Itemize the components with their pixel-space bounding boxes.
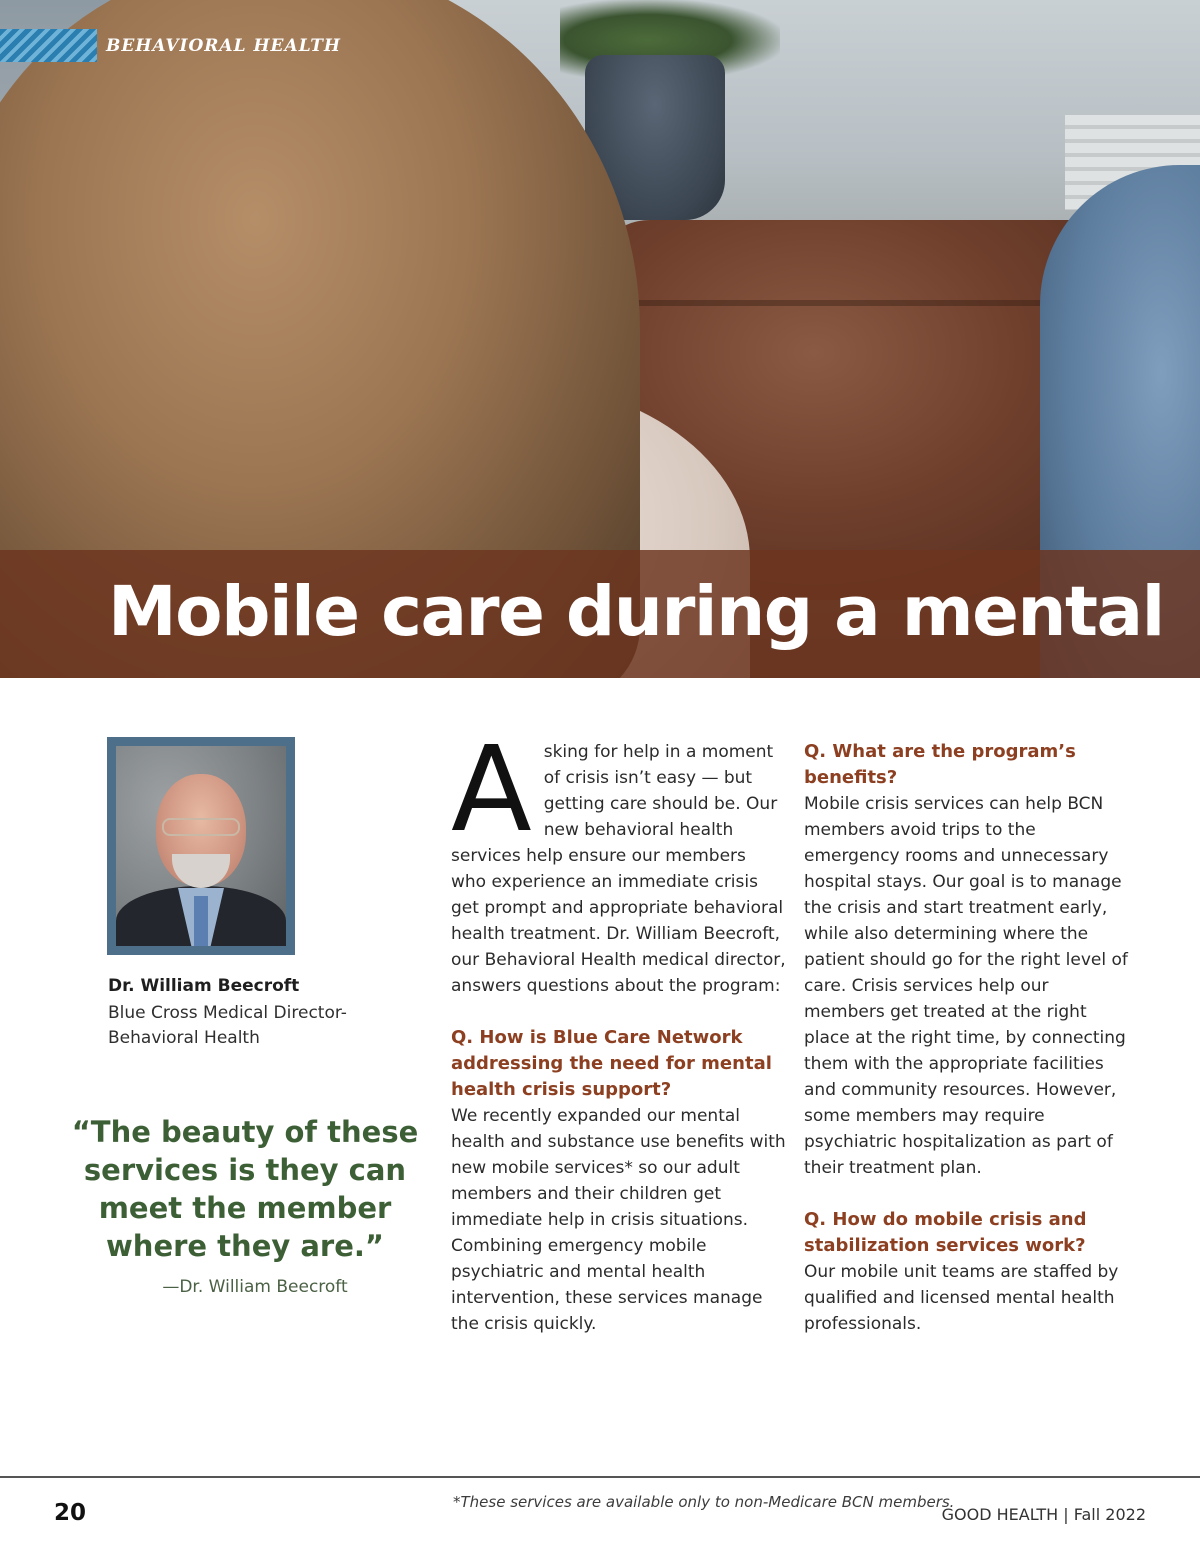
pull-quote-attribution: —Dr. William Beecroft	[162, 1277, 348, 1297]
question-heading: Q. How is Blue Care Network addressing the need for mental health crisis support?	[451, 1027, 772, 1100]
footnote: *These services are available only to non-Medicare BCN members.	[453, 1493, 955, 1511]
footer-divider	[0, 1476, 1200, 1478]
drop-cap: A	[451, 720, 532, 858]
article-column-middle	[451, 720, 786, 1363]
photo-tie	[194, 896, 208, 946]
section-stripes-icon	[0, 29, 97, 62]
doctor-photo	[116, 746, 286, 946]
doctor-title: Blue Cross Medical Director-Behavioral Health	[108, 1003, 347, 1048]
photo-beard	[172, 854, 230, 888]
magazine-footer: GOOD HEALTH | Fall 2022	[941, 1505, 1146, 1524]
doctor-name: Dr. William Beecroft	[108, 976, 300, 996]
hero-photo	[0, 0, 1200, 678]
page-number: 20	[54, 1500, 87, 1526]
article-title: Mobile care during a mental	[108, 572, 1164, 652]
pull-quote: “The beauty of these services is they can meet the member where they are.”	[71, 1115, 419, 1263]
doctor-photo-frame	[107, 737, 295, 955]
answer-paragraph: Mobile crisis services can help BCN members avoid trips to the emergency rooms and unnecessary hospital stays. Our goal is to manage the crisis and start treatment early, while also determining where the patient should go for the right level of care. Crisis services help our members get treated at the right place at the right time, by connecting them with the appropriate facilities and community resources. However, some members may require psychiatric hospitalization as part of their treatment plan.	[804, 794, 1128, 1178]
section-label: BEHAVIORAL HEALTH	[106, 36, 341, 56]
photo-glasses	[162, 818, 240, 836]
article-column-right	[804, 739, 1134, 1363]
intro-text: sking for help in a moment of crisis isn’t easy — but getting care should be. Our new behavioral health services help ensure our members who experience an immediate crisis get prompt and appropriate behavioral health treatment. Dr. William Beecroft, our Behavioral Health medical director, answers questions about the program:	[451, 742, 786, 996]
question-heading: Q. How do mobile crisis and stabilization services work?	[804, 1209, 1087, 1256]
question-heading: Q. What are the program’s benefits?	[804, 741, 1076, 788]
intro-paragraph	[451, 720, 786, 999]
answer-paragraph: We recently expanded our mental health and substance use benefits with new mobile services* so our adult members and their children get immediate help in crisis situations. Combining emergency mobile psychiatric and mental health intervention, these services manage the crisis quickly.	[451, 1106, 786, 1334]
answer-paragraph: Our mobile unit teams are staffed by qualified and licensed mental health professionals.	[804, 1262, 1119, 1334]
